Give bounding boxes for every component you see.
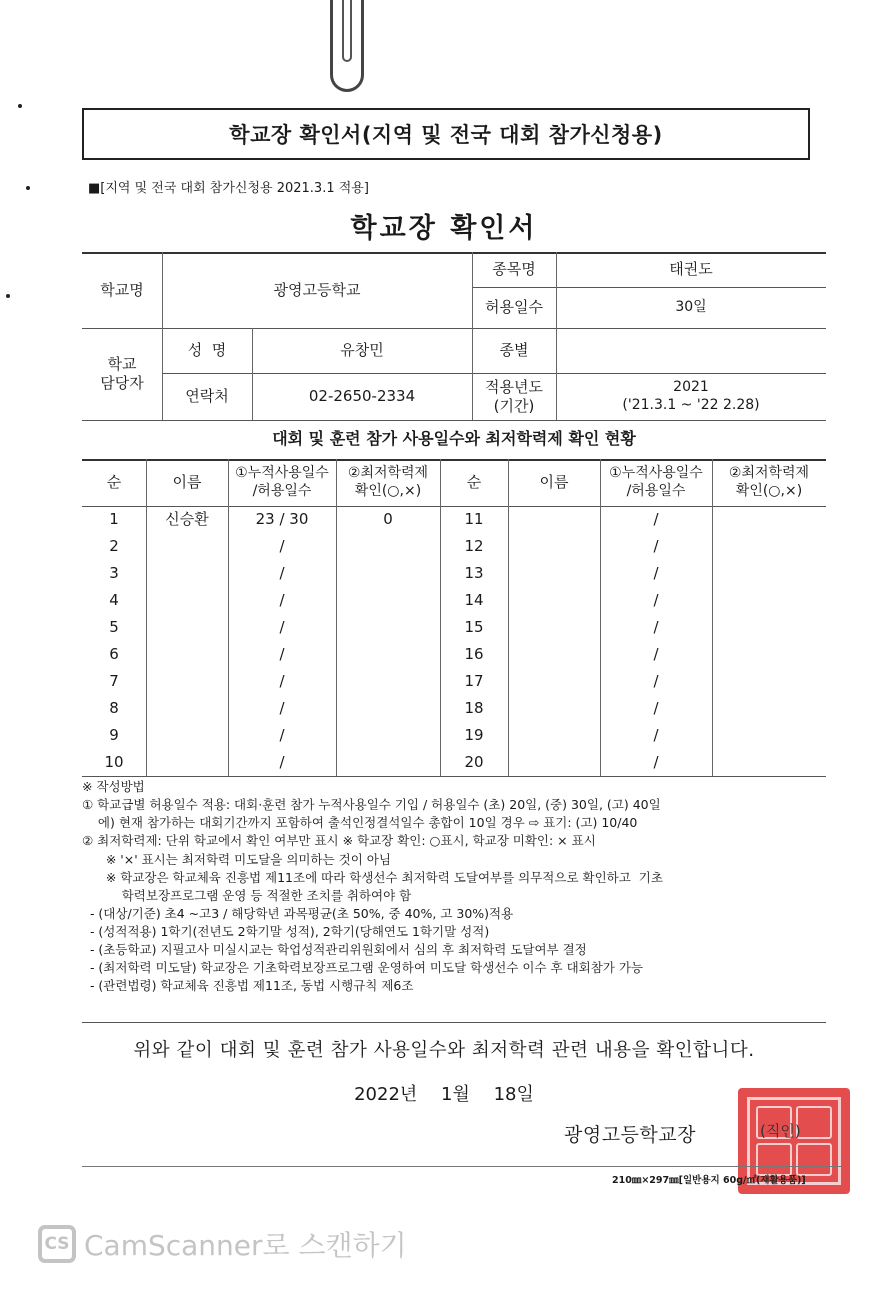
writing-instructions — [82, 778, 842, 996]
row-left-check — [336, 722, 440, 749]
row-right-check — [712, 749, 826, 776]
school-name-label: 학교명 — [100, 280, 144, 299]
row-right-name — [508, 587, 600, 614]
row-right-num: 14 — [464, 591, 484, 610]
header-num-right: 순 — [466, 473, 482, 492]
row-left-num: 7 — [109, 672, 119, 691]
divider — [82, 1022, 826, 1023]
row-left-name — [146, 614, 228, 641]
header-num-left: 순 — [106, 473, 122, 492]
row-right-check — [712, 560, 826, 587]
instruction-line: ① 학교급별 허용일수 적용: 대회·훈련 참가 누적사용일수 기입 / 허용일수 (초) 20일, (중) 30일, (고) 40일 — [82, 797, 661, 813]
row-right-check — [712, 641, 826, 668]
row-left-name — [146, 641, 228, 668]
form-type-label: ■[지역 및 전국 대회 참가신청용 2021.3.1 적용] — [88, 181, 369, 196]
row-right-name — [508, 560, 600, 587]
row-left-check — [336, 533, 440, 560]
row-left-name — [146, 695, 228, 722]
instruction-line: - (최저학력 미도달) 학교장은 기초학력보장프로그램 운영하여 미도달 학생선수 이수 후 대회참가 가능 — [82, 960, 643, 976]
row-right-num: 19 — [464, 726, 484, 745]
status-section-title: 대회 및 훈련 참가 사용일수와 최저학력제 확인 현황 — [272, 429, 636, 448]
row-left-check — [336, 668, 440, 695]
row-left-days: / — [279, 699, 285, 718]
row-left-days: / — [279, 726, 285, 745]
row-right-days: / — [653, 726, 659, 745]
instruction-line: 에) 현재 참가하는 대회기간까지 포함하여 출석인정결석일수 총합이 10일 경우 ⇨ 표기: (고) 10/40 — [82, 815, 638, 831]
instruction-line: - (관련법령) 학교체육 진흥법 제11조, 동법 시행규칙 제6조 — [82, 978, 414, 994]
row-left-name — [146, 668, 228, 695]
watermark-text: CamScanner로 스캔하기 — [84, 1229, 407, 1262]
row-left-name — [146, 587, 228, 614]
row-right-num: 11 — [464, 510, 484, 529]
row-right-days: / — [653, 564, 659, 583]
allowed-days-value: 30일 — [675, 298, 707, 315]
row-right-num: 12 — [464, 537, 484, 556]
row-left-name — [146, 749, 228, 776]
row-left-name — [146, 722, 228, 749]
paper-clip-inner — [342, 0, 352, 62]
category-label: 종별 — [499, 341, 529, 360]
row-left-days: / — [279, 645, 285, 664]
seal-label: (직인) — [760, 1122, 801, 1140]
instruction-line: 학력보장프로그램 운영 등 적절한 조치를 취하여야 함 — [82, 887, 412, 903]
scan-speck — [6, 294, 10, 298]
row-left-days: 23 / 30 — [255, 510, 309, 529]
row-right-days: / — [653, 672, 659, 691]
row-right-days: / — [653, 753, 659, 772]
sport-value: 태권도 — [669, 260, 713, 279]
manager-label: 학교 담당자 — [100, 355, 144, 392]
row-right-name — [508, 641, 600, 668]
row-right-days: / — [653, 699, 659, 718]
instruction-line: ※ 학교장은 학교체육 진흥법 제11조에 따라 학생선수 최저학력 도달여부를 의무적으로 확인하고 기초 — [82, 869, 663, 885]
instruction-line: - (대상/기준) 초4 ~고3 / 해당학년 과목평균(초 50%, 중 40%, 고 30%)적용 — [82, 905, 514, 921]
row-left-check — [336, 587, 440, 614]
instruction-line: ※ '×' 표시는 최저학력 미도달을 의미하는 것이 아님 — [82, 851, 391, 867]
row-left-days: / — [279, 591, 285, 610]
sport-label: 종목명 — [492, 260, 536, 279]
row-right-check — [712, 533, 826, 560]
header-name-left: 이름 — [172, 473, 202, 492]
row-left-num: 10 — [104, 753, 124, 772]
header-name-right: 이름 — [539, 473, 569, 492]
header-days-left: ①누적사용일수 /허용일수 — [235, 465, 329, 499]
row-right-name — [508, 668, 600, 695]
applied-period: ('21.3.1 ~ '22 2.28) — [622, 396, 760, 413]
row-left-name — [146, 533, 228, 560]
instruction-line: - (성적적용) 1학기(전년도 2학기말 성적), 2학기(당해연도 1학기말 성적) — [82, 924, 490, 939]
document-box-title: 학교장 확인서(지역 및 전국 대회 참가신청용) — [82, 108, 810, 160]
row-left-num: 8 — [109, 699, 119, 718]
year-value — [556, 373, 826, 420]
allowed-days-label: 허용일수 — [485, 298, 543, 317]
row-right-name — [508, 533, 600, 560]
row-right-days: / — [653, 537, 659, 556]
row-right-name — [508, 506, 600, 533]
footer-divider — [82, 1166, 842, 1167]
row-right-check — [712, 722, 826, 749]
row-left-num: 1 — [109, 510, 119, 529]
instruction-line: - (초등학교) 지필고사 미실시교는 학업성적관리위원회에서 심의 후 최저학력 도달여부 결정 — [82, 942, 587, 958]
row-left-num: 5 — [109, 618, 119, 637]
confirmation-date: 2022년 1월 18일 — [354, 1084, 534, 1105]
row-right-check — [712, 614, 826, 641]
row-left-name — [146, 560, 228, 587]
category-value — [556, 328, 826, 373]
row-right-days: / — [653, 618, 659, 637]
instruction-line: ※ 작성방법 — [82, 779, 145, 794]
row-left-num: 9 — [109, 726, 119, 745]
contact-label: 연락처 — [185, 387, 229, 406]
row-left-check — [336, 695, 440, 722]
header-check-left: ②최저학력제 확인(○,×) — [347, 465, 429, 499]
row-left-days: / — [279, 753, 285, 772]
row-left-num: 6 — [109, 645, 119, 664]
camscanner-logo-icon: CS — [38, 1225, 76, 1263]
header-check-right: ②최저학력제 확인(○,×) — [728, 465, 810, 499]
row-left-days: / — [279, 618, 285, 637]
row-right-check — [712, 695, 826, 722]
row-right-days: / — [653, 645, 659, 664]
row-left-num: 3 — [109, 564, 119, 583]
row-right-name — [508, 695, 600, 722]
row-right-name — [508, 722, 600, 749]
row-right-num: 17 — [464, 672, 484, 691]
principal-name: 광영고등학교장 — [564, 1124, 696, 1146]
row-left-num: 4 — [109, 591, 119, 610]
scan-speck — [18, 104, 22, 108]
row-right-num: 20 — [464, 753, 484, 772]
row-right-num: 16 — [464, 645, 484, 664]
scan-speck — [26, 186, 30, 190]
row-right-days: / — [653, 510, 659, 529]
row-right-num: 15 — [464, 618, 484, 637]
row-left-days: / — [279, 537, 285, 556]
applied-year: 2021 — [673, 379, 709, 395]
row-right-num: 13 — [464, 564, 484, 583]
row-left-name: 신승환 — [165, 510, 209, 529]
row-left-check: 0 — [383, 510, 393, 529]
row-left-check — [336, 560, 440, 587]
manager-name: 유창민 — [340, 341, 384, 360]
confirmation-statement: 위와 같이 대회 및 훈련 참가 사용일수와 최저학력 관련 내용을 확인합니다. — [133, 1040, 755, 1061]
contact-value: 02-2650-2334 — [308, 387, 416, 406]
header-days-right: ①누적사용일수 /허용일수 — [609, 465, 703, 499]
paper-spec: 210㎜×297㎜[일반용지 60g/㎡(재활용품)] — [612, 1175, 806, 1186]
row-right-num: 18 — [464, 699, 484, 718]
row-left-days: / — [279, 672, 285, 691]
row-right-days: / — [653, 591, 659, 610]
row-right-name — [508, 749, 600, 776]
row-right-check — [712, 668, 826, 695]
row-right-check — [712, 506, 826, 533]
row-left-check — [336, 641, 440, 668]
name-label: 성 명 — [187, 341, 227, 360]
school-name: 광영고등학교 — [273, 280, 361, 299]
row-left-check — [336, 749, 440, 776]
document-title: 학교장 확인서 — [350, 213, 538, 244]
row-right-name — [508, 614, 600, 641]
row-right-check — [712, 587, 826, 614]
instruction-line: ② 최저학력제: 단위 학교에서 확인 여부만 표시 ※ 학교장 확인: ○표시, 학교장 미확인: × 표시 — [82, 833, 596, 849]
row-left-days: / — [279, 564, 285, 583]
period-label: 적용년도 (기간) — [485, 377, 543, 415]
row-left-check — [336, 614, 440, 641]
camscanner-watermark — [38, 1224, 407, 1264]
row-left-num: 2 — [109, 537, 119, 556]
